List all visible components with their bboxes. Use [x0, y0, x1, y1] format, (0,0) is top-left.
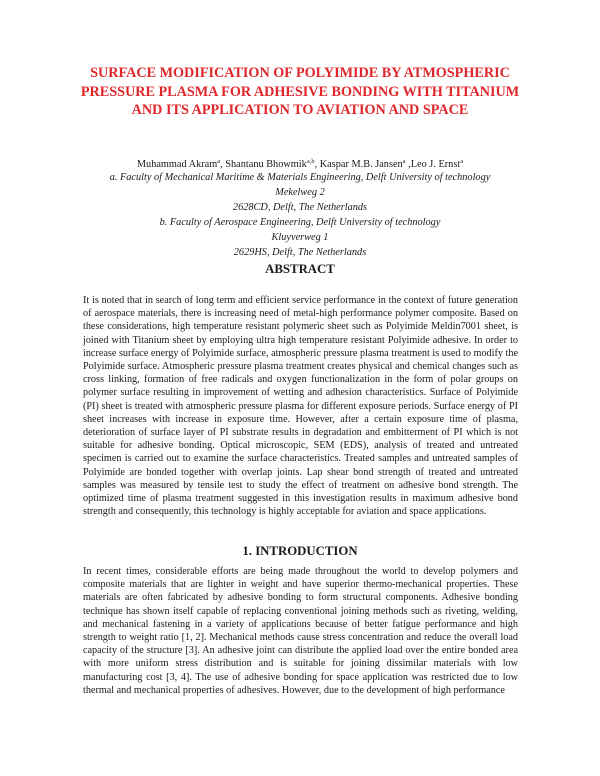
author-name: Shantanu Bhowmik: [225, 159, 307, 170]
author-separator: ,: [220, 159, 226, 170]
author-affiliation-mark: a,b: [306, 158, 315, 165]
abstract-heading: ABSTRACT: [265, 262, 335, 276]
affiliation-line: 2629HS, Delft, The Netherlands: [233, 247, 367, 258]
author-name: Kaspar M.B. Jansen: [319, 159, 403, 170]
affiliation-line: b. Faculty of Aerospace Engineering, Delft University of technology: [159, 217, 441, 228]
author-affiliation-mark: a: [402, 158, 406, 165]
author-name: Leo J. Ernst: [410, 159, 461, 170]
affiliation-line: Kluyverweg 1: [271, 232, 329, 243]
author-separator: ,: [314, 159, 320, 170]
affiliation-line: a. Faculty of Mechanical Maritime & Materials Engineering, Delft University of technology: [109, 172, 491, 183]
abstract-text: It is noted that in search of long term and efficient service performance in the context of future generation of aerospace materials, there is increasing need of metal-high performance polymer composite. Based on these considerations, high temperature resistant polymeric sheet such as Polyimide Meldin7001 sheet, is joined with Titanium sheet by employing ultra high temperature resistant Polyimide adhesive. In order to increase surface energy of Polyimide surface, atmospheric pressure plasma treatment is used to modify the Polyimide surface. Atmospheric pressure plasma treatment creates physical and chemical changes such as cross linking, formation of free radicals and oxygen functionalization in the form of polar groups on polymer surface resulting in improvement of wetting and adhesion characteristics. Surface of Polyimide (PI) sheet is treated with atmospheric pressure plasma for different exposure periods. Surface energy of PI sheet increases with increase in exposure time. However, after a certain exposure time of plasma, deterioration of surface layer of PI substrate results in degradation and embitterment of PI which is not suitable for adhesive bonding. Optical microscopic, SEM (EDS), analysis of treated and untreated specimen is carried out to examine the surface characteristics. Treated samples and untreated samples of Polyimide are bonded together with overlap joints. Lap shear bond strength of treated and untreated samples was measured by tensile test to study the effect of treatment on adhesive bond strength. The optimized time of plasma treatment suggested in this investigation results in maximum adhesive bond strength and consequently, this technology is highly acceptable for aviation and space applications.: [83, 295, 518, 518]
affiliations: [0, 170, 600, 260]
affiliation-line: Mekelweg 2: [275, 187, 325, 198]
author-affiliation-mark: a: [217, 158, 221, 165]
author-affiliation-mark: a: [460, 158, 464, 165]
introduction-heading: 1. INTRODUCTION: [242, 544, 358, 558]
affiliation-line: 2628CD, Delft, The Netherlands: [232, 202, 368, 213]
paper-title: SURFACE MODIFICATION OF POLYIMIDE BY ATMOSPHERIC PRESSURE PLASMA FOR ADHESIVE BONDING WITH TITANIUM AND ITS APPLICATION TO AVIATION AND SPACE: [80, 65, 520, 118]
author-separator: ,: [405, 159, 411, 170]
author-name: Muhammad Akram: [136, 159, 218, 170]
introduction-text: In recent times, considerable efforts are being made throughout the world to develop polymers and composite materials that are lighter in weight and have superior thermo-mechanical properties. These materials are often fabricated by adhesive bonding to form structural components. Adhesive bonding technique has shown itself capable of replacing conventional joining methods such as riveting, welding, and mechanical fastening in a variety of applications because of better fatigue performance and high strength to weight ratio [1, 2]. Mechanical methods cause stress concentration and reduce the overall load capacity of the structure [3]. An adhesive joint can distribute the applied load over the entire bonded area with more uniform stress distribution and is suitable for joining dissimilar materials with low manufacturing cost [3, 4]. The use of adhesive bonding for space application was restricted due to low thermal and mechanical properties of adhesives. However, due to the development of high performance: [83, 566, 518, 696]
